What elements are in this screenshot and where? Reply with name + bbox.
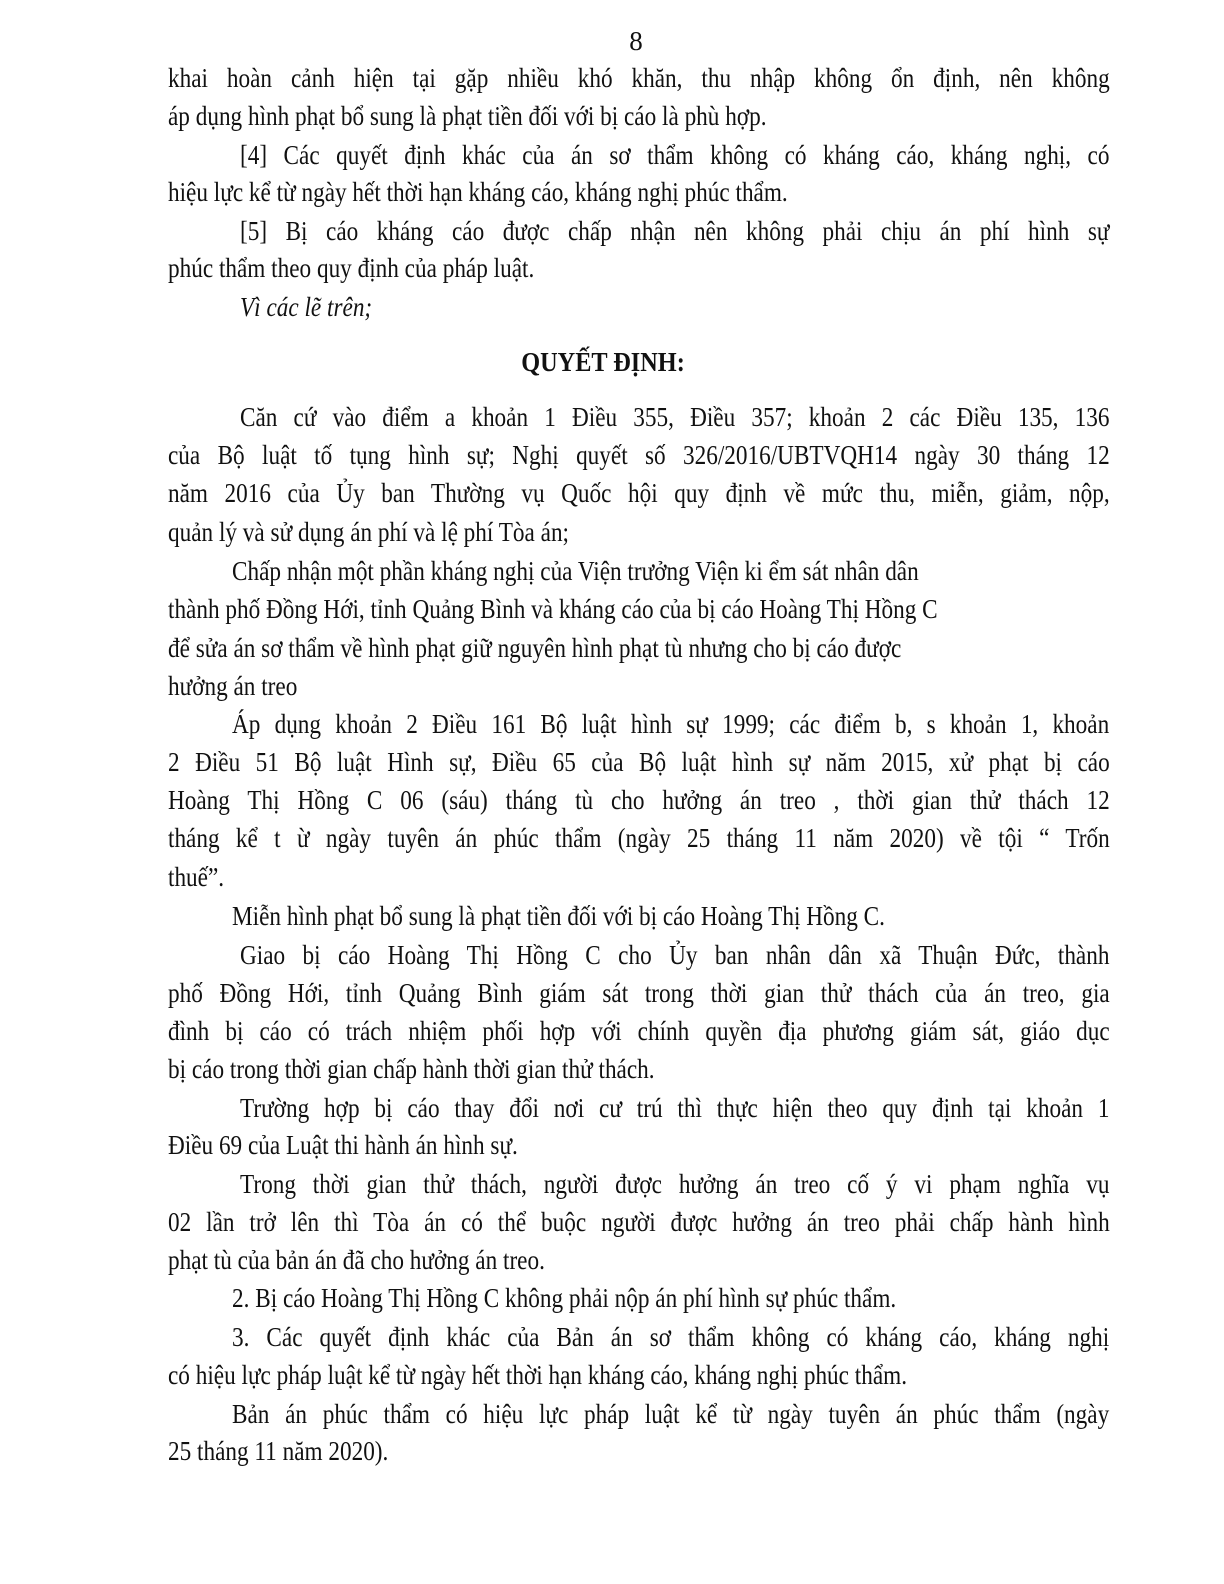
section-heading: QUYẾT ĐỊNH:: [521, 347, 685, 377]
text-line: Trường hợp bị cáo thay đổi nơi cư trú thì thực hiện theo quy định tại khoản 1: [240, 1093, 1110, 1123]
text-line: tháng kể t ừ ngày tuyên án phúc thẩm (ngày 25 tháng 11 năm 2020) về tội “ Trốn: [168, 823, 1110, 853]
text-line: Miễn hình phạt bổ sung là phạt tiền đối với bị cáo Hoàng Thị Hồng C.: [232, 901, 885, 931]
text-line: năm 2016 của Ủy ban Thường vụ Quốc hội quy định về mức thu, miễn, giảm, nộp,: [168, 478, 1110, 508]
text-line: Vì các lẽ trên;: [240, 292, 373, 322]
text-line: để sửa án sơ thẩm về hình phạt giữ nguyên hình phạt tù nhưng cho bị cáo được: [168, 633, 902, 663]
text-line: hiệu lực kể từ ngày hết thời hạn kháng cáo, kháng nghị phúc thẩm.: [168, 177, 788, 207]
text-line: 02 lần trở lên thì Tòa án có thể buộc người được hưởng án treo phải chấp hành hình: [168, 1207, 1110, 1237]
text-line: Bản án phúc thẩm có hiệu lực pháp luật kể từ ngày tuyên án phúc thẩm (ngày: [232, 1399, 1110, 1429]
text-line: thành phố Đồng Hới, tỉnh Quảng Bình và kháng cáo của bị cáo Hoàng Thị Hồng C: [168, 594, 938, 624]
text-line: phạt tù của bản án đã cho hưởng án treo.: [168, 1245, 545, 1275]
text-line: quản lý và sử dụng án phí và lệ phí Tòa án;: [168, 517, 570, 547]
text-line: [4] Các quyết định khác của án sơ thẩm không có kháng cáo, kháng nghị, có: [240, 140, 1110, 170]
text-line: hưởng án treo: [168, 671, 298, 701]
text-line: Căn cứ vào điểm a khoản 1 Điều 355, Điều 357; khoản 2 các Điều 135, 136: [240, 402, 1110, 432]
text-line: 2. Bị cáo Hoàng Thị Hồng C không phải nộp án phí hình sự phúc thẩm.: [232, 1283, 897, 1313]
text-line: áp dụng hình phạt bổ sung là phạt tiền đối với bị cáo là phù hợp.: [168, 101, 767, 131]
text-line: có hiệu lực pháp luật kể từ ngày hết thời hạn kháng cáo, kháng nghị phúc thẩm.: [168, 1360, 908, 1390]
text-line: 2 Điều 51 Bộ luật Hình sự, Điều 65 của Bộ luật hình sự năm 2015, xử phạt bị cáo: [168, 747, 1110, 777]
text-line: đình bị cáo có trách nhiệm phối hợp với chính quyền địa phương giám sát, giáo dục: [168, 1016, 1110, 1046]
text-line: phúc thẩm theo quy định của pháp luật.: [168, 253, 535, 283]
text-line: [5] Bị cáo kháng cáo được chấp nhận nên không phải chịu án phí hình sự: [240, 216, 1110, 246]
text-line: của Bộ luật tố tụng hình sự; Nghị quyết số 326/2016/UBTVQH14 ngày 30 tháng 12: [168, 440, 1110, 470]
page-number: 8: [629, 26, 643, 56]
text-line: thuế”.: [168, 862, 225, 892]
text-line: Giao bị cáo Hoàng Thị Hồng C cho Ủy ban nhân dân xã Thuận Đức, thành: [240, 940, 1110, 970]
text-line: phố Đồng Hới, tỉnh Quảng Bình giám sát trong thời gian thử thách của án treo, gia: [168, 978, 1110, 1008]
text-line: Điều 69 của Luật thi hành án hình sự.: [168, 1130, 518, 1160]
text-line: Áp dụng khoản 2 Điều 161 Bộ luật hình sự 1999; các điểm b, s khoản 1, khoản: [232, 709, 1110, 739]
text-line: Hoàng Thị Hồng C 06 (sáu) tháng tù cho hưởng án treo , thời gian thử thách 12: [168, 785, 1110, 815]
text-line: Trong thời gian thử thách, người được hưởng án treo cố ý vi phạm nghĩa vụ: [240, 1169, 1110, 1199]
text-line: Chấp nhận một phần kháng nghị của Viện trưởng Viện ki ểm sát nhân dân: [232, 556, 919, 586]
text-line: 25 tháng 11 năm 2020).: [168, 1436, 389, 1466]
text-line: 3. Các quyết định khác của Bản án sơ thẩm không có kháng cáo, kháng nghị: [232, 1322, 1110, 1352]
text-line: khai hoàn cảnh hiện tại gặp nhiều khó khăn, thu nhập không ổn định, nên không: [168, 63, 1110, 93]
text-line: bị cáo trong thời gian chấp hành thời gian thử thách.: [168, 1054, 655, 1084]
